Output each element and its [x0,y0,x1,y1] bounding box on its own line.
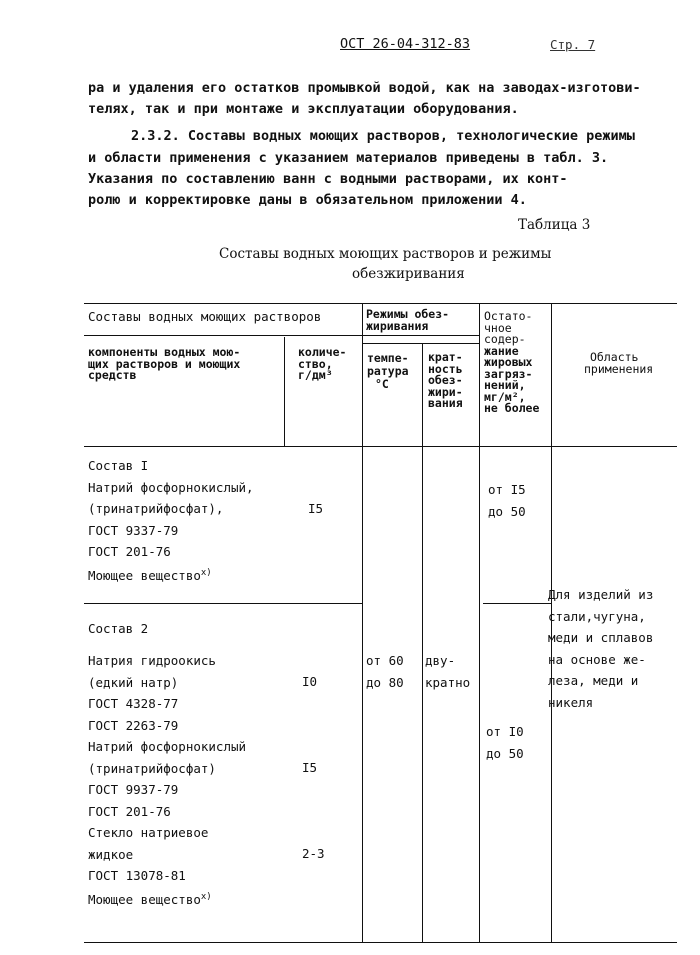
composition-1-residual: от I5 до 50 [488,482,526,519]
composition-2: Натрия гидроокись (едкий натр) ГОСТ 4328-77 ГОСТ 2263-79 Натрий фосфорнокислый (тринатрийфосфат) ГОСТ 9937-79 ГОСТ 201-76 Стекло натриевое жидкое ГОСТ 13078-81 Моющее вещество$^{x)}$ [88,653,247,907]
paragraph-1-line-2: телях, так и при монтаже и эксплуатации оборудования. [88,101,519,117]
table-label: Таблица 3 [518,217,591,233]
composition-2-quantity-2: I5 [302,760,318,775]
composition-2-title: Состав 2 [88,621,149,636]
header-multiplicity: крат- ность обез- жири- вания [428,350,463,410]
temperature-value: от 60 до 80 [366,653,404,690]
header-application: Область применения [584,350,654,376]
application-area: Для изделий из стали,чугуна, меди и сплавов на основе же- леза, меди и никеля [548,587,654,710]
composition-1-title: Состав I [88,458,149,473]
header-modes: Режимы обез- жиривания [366,307,450,333]
header-temperature: темпе- ратура °С [367,351,409,391]
composition-2-residual: от I0 до 50 [486,724,524,761]
document-code: ОСТ 26-04-312-83 [340,36,471,52]
composition-1-quantity: I5 [308,501,324,516]
paragraph-2-line-1: 2.3.2. Составы водных моющих растворов, технологические режимы [131,128,635,144]
composition-1: Состав I Натрий фосфорнокислый, (тринатрийфосфат), ГОСТ 9337-79 ГОСТ 201-76 Моющее вещество$^{x)}$ [88,455,254,584]
composition-2-quantity-3: 2-3 [302,846,325,861]
header-components: компоненты водных мою- щих растворов и моющих средств [88,345,241,382]
page-number: Стр. 7 [550,37,596,52]
header-compositions: Составы водных моющих растворов [88,309,322,324]
header-residual: Остато- чное содер- жание жировых загряз- нений, мг/м², не более [484,309,540,415]
paragraph-2-line-4: ролю и корректировке даны в обязательном приложении 4. [88,192,527,208]
table-title-line-2: обезжиривания [352,266,465,282]
paragraph-2-line-3: Указания по составлению ванн с водными растворами, их конт- [88,171,568,187]
composition-2-quantity-1: I0 [302,674,318,689]
paragraph-2-line-2: и области применения с указанием материалов приведены в табл. 3. [88,150,609,166]
header-quantity: количе- ство, г/дм³ [298,345,347,382]
paragraph-1-line-1: ра и удаления его остатков промывкой водой, как на заводах-изготови- [88,80,641,96]
multiplicity-value: дву- кратно [425,653,471,690]
table-title-line-1: Составы водных моющих растворов и режимы [219,246,552,262]
